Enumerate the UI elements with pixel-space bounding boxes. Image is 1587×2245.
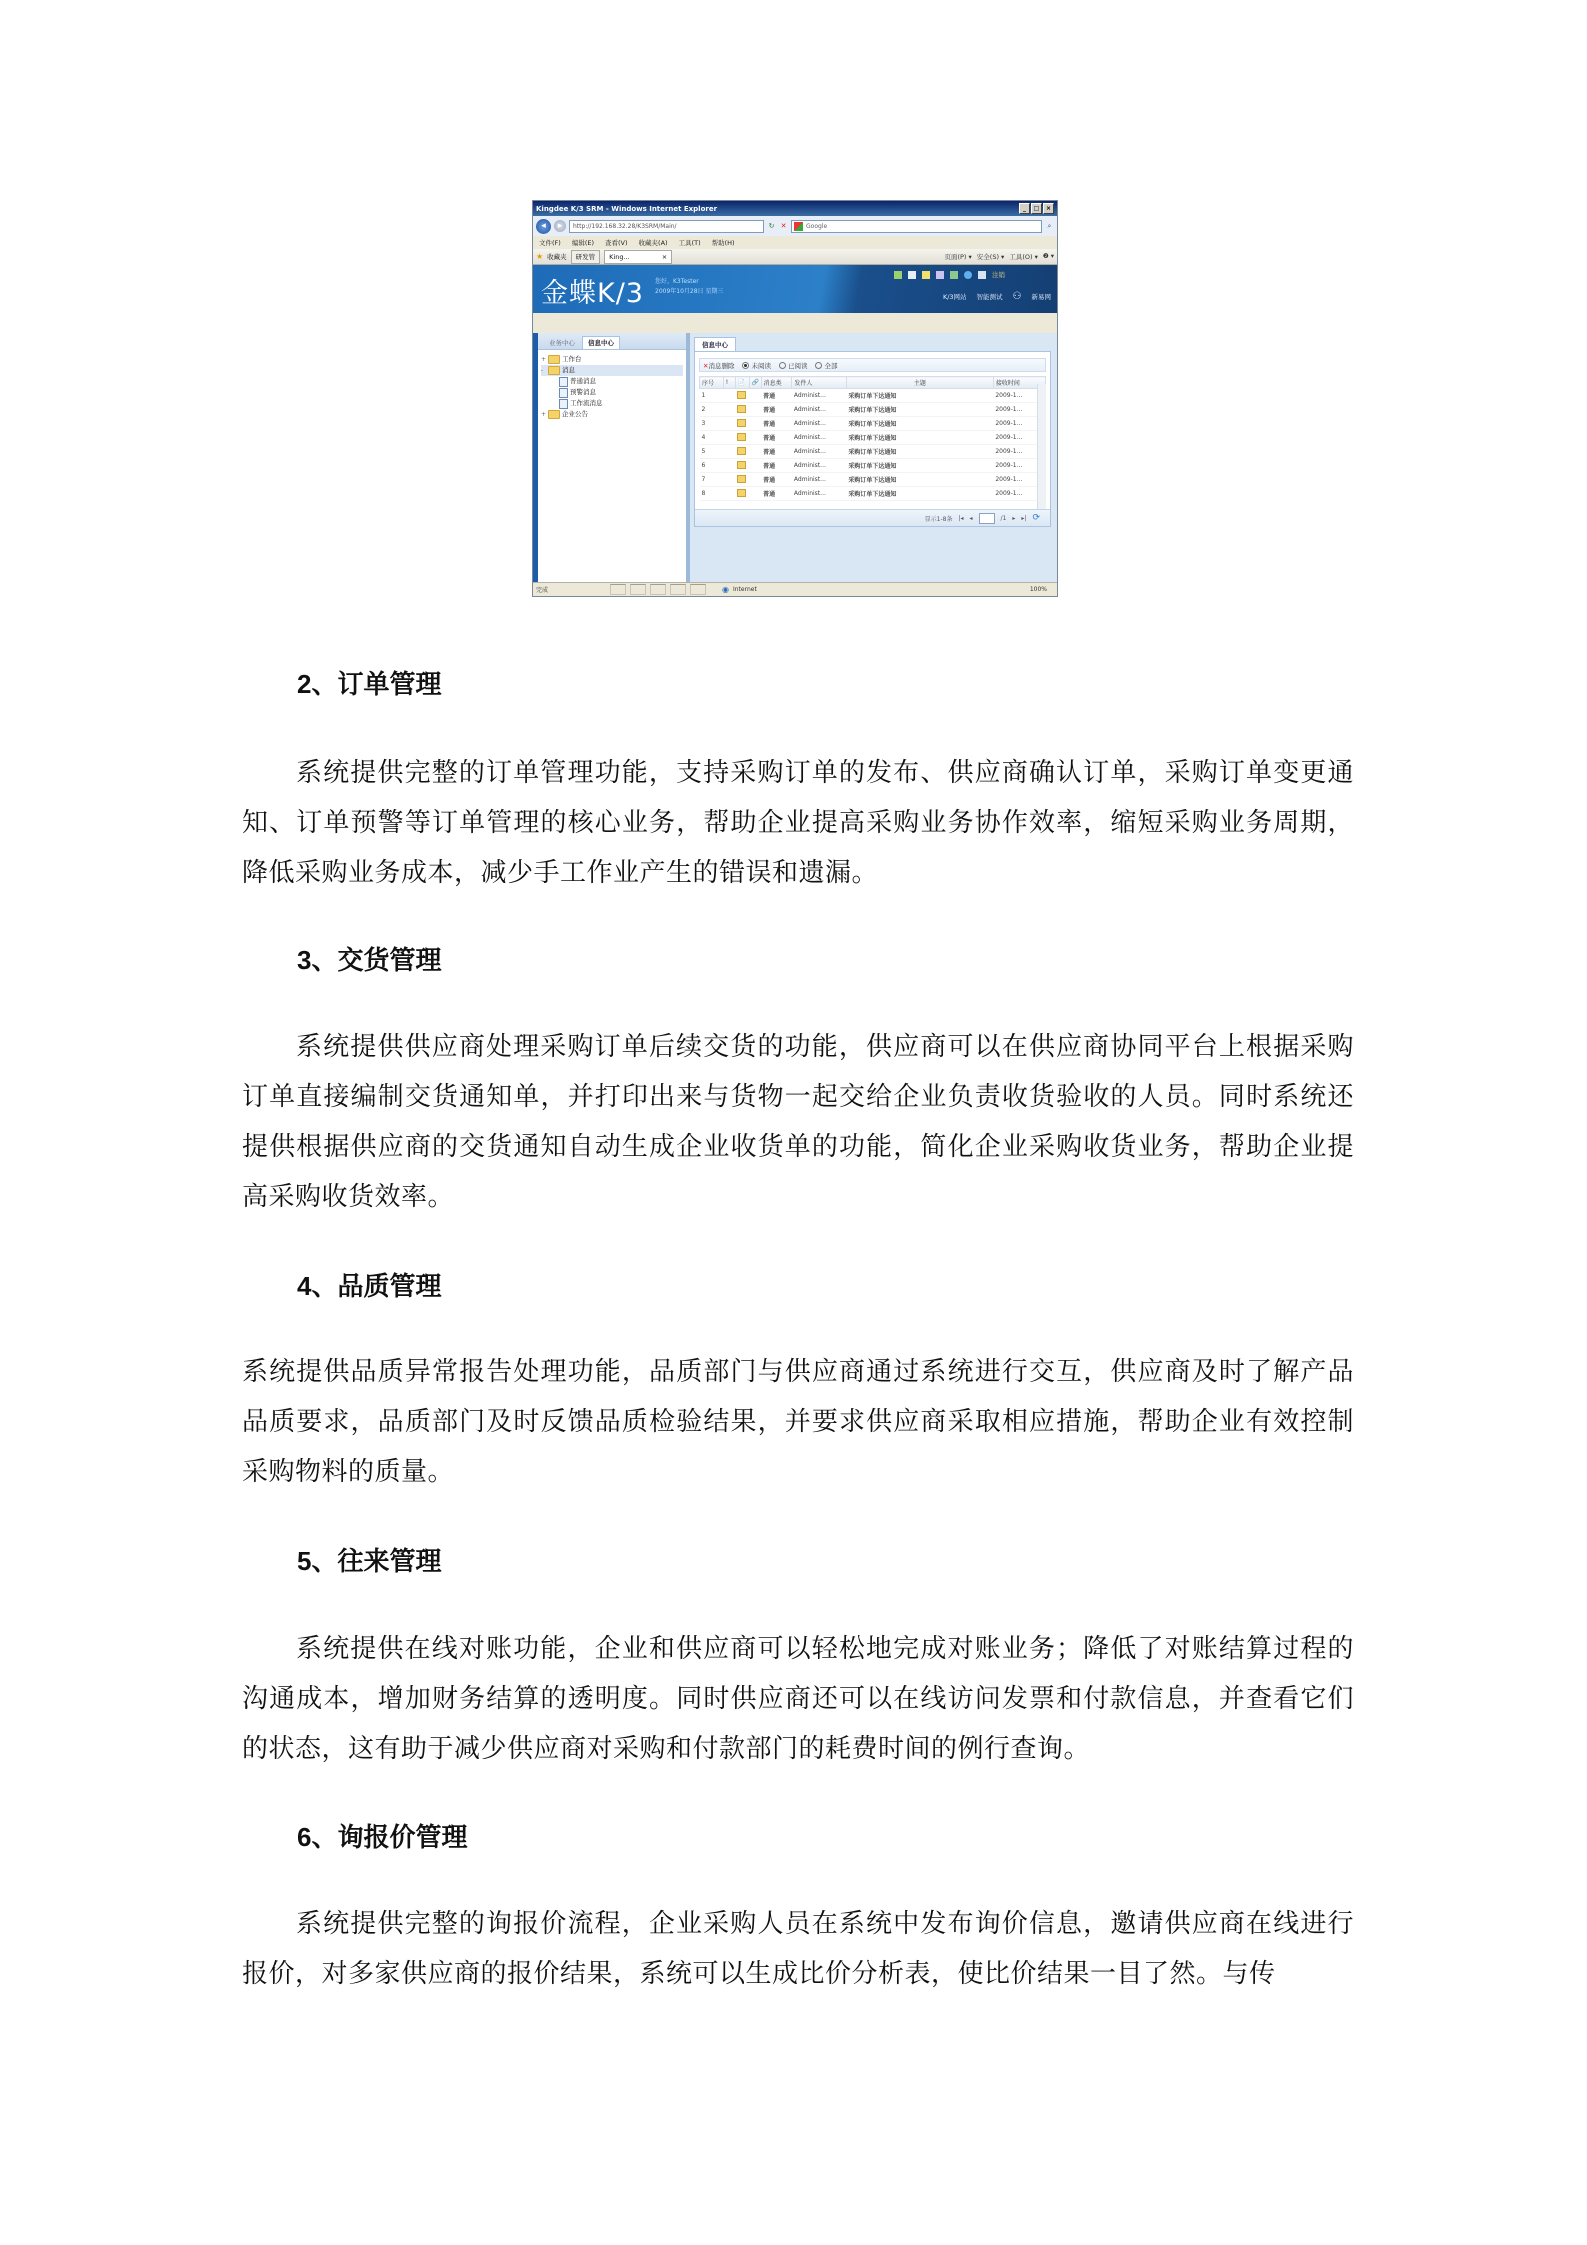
tools-menu[interactable]: 工具(O) ▾ [1009,253,1038,261]
col-header-link[interactable]: 🔗 [749,377,761,389]
row-no: 3 [700,417,724,431]
table-row[interactable] [700,473,1046,487]
filter-all-radio[interactable] [815,361,837,370]
refresh-icon[interactable]: ↻ [768,221,775,230]
settings-icon[interactable] [964,271,972,279]
back-arrow-icon[interactable]: ◂ [536,219,551,234]
help-icon[interactable] [978,271,986,279]
last-page-button[interactable]: ▸| [1021,514,1027,522]
page-menu[interactable]: 页面(P) ▾ [944,253,972,261]
favorites-tab-bar [533,249,1057,265]
app-toolbar [894,270,1005,279]
tree-node-workflow-messages[interactable] [541,398,683,409]
radio-label: 未阅读 [751,361,771,370]
browser-status-bar [533,582,1057,596]
section-paragraph-rfq-management: 系统提供完整的询报价流程，企业采购人员在系统中发布询价信息，邀请供应商在线进行报价，对多家供应商的报价结果，系统可以生成比价分析表，使比价结果一目了然。与传 [242,1909,1354,1989]
tree-label: 工作台 [562,355,582,363]
row-type: 普通 [761,431,792,445]
section-heading-quality-management: 4、品质管理 [297,1271,442,1301]
col-header-type[interactable]: 消息类 [761,377,792,389]
radio-icon [779,362,786,369]
tree-node-normal-messages[interactable] [541,376,683,387]
tab-label: King... [609,252,630,261]
table-scrollbar[interactable] [1037,384,1046,512]
first-page-button[interactable]: |◂ [958,514,964,522]
tab-label: 研发管 [575,253,596,261]
col-header-received-time[interactable]: 接收时间 [993,377,1045,389]
row-time: 2009-1... [993,403,1045,417]
expand-icon[interactable]: + [541,356,547,363]
row-no: 5 [700,445,724,459]
zoom-level[interactable]: 100% [1029,586,1047,593]
tree-node-alert-messages[interactable] [541,387,683,398]
message-panel [694,351,1051,527]
tree-node-announcements[interactable] [541,409,683,420]
tree-label: 普通消息 [570,377,596,385]
home-icon[interactable] [894,271,902,279]
k3-logo: 金蝶K/3 [541,278,644,309]
search-input[interactable]: Google [791,220,1042,233]
row-sender: Administ... [792,445,847,459]
table-row[interactable] [700,459,1046,473]
current-date: 2009年10月28日 星期三 [655,288,724,295]
favorites-button[interactable]: 收藏夹 [547,253,567,261]
row-subject[interactable]: 采购订单下达通知 [846,403,993,417]
radio-checked-icon [742,362,749,369]
pagination-summary: 显示1-8条 [924,515,953,523]
col-header-priority[interactable]: ! [723,377,735,389]
logout-link[interactable]: 注销 [992,271,1005,279]
row-subject[interactable]: 采购订单下达通知 [846,431,993,445]
tab-research[interactable] [571,250,601,264]
page-total: /1 [1000,514,1007,522]
col-header-no[interactable]: 序号 [700,377,724,389]
favorites-star-icon: ★ [536,252,544,261]
row-type: 普通 [761,473,792,487]
alert-icon [559,388,568,398]
row-sender: Administ... [792,389,847,403]
tree-label: 工作流消息 [570,399,603,407]
tree-label: 预警消息 [570,388,596,396]
row-time: 2009-1... [993,487,1045,501]
row-no: 4 [700,431,724,445]
col-header-subject[interactable]: 主题 [846,377,993,389]
internet-zone-label: Internet [732,586,757,593]
tab-info-center-content[interactable]: 信息中心 [694,337,736,352]
xinyi-link[interactable]: 新易网 [1031,293,1051,301]
tab-close-icon[interactable]: × [661,252,668,261]
delete-icon: ✕ [703,361,709,370]
row-subject[interactable]: 采购订单下达通知 [846,417,993,431]
row-subject[interactable]: 采购订单下达通知 [846,389,993,403]
table-row[interactable] [700,445,1046,459]
row-type: 普通 [761,459,792,473]
row-time: 2009-1... [993,417,1045,431]
note-icon[interactable] [922,271,930,279]
col-header-attachment[interactable]: 📄 [735,377,749,389]
menu-help[interactable]: 帮助(H) [711,239,735,247]
forward-arrow-icon[interactable]: ▸ [554,220,566,232]
message-icon [559,377,568,387]
folder-open-icon [548,366,560,375]
row-type: 普通 [761,389,792,403]
row-no: 2 [700,403,724,417]
menu-tools[interactable]: 工具(T) [678,239,701,247]
user-info [655,277,723,297]
refresh-icon[interactable]: ⟳ [1032,513,1040,523]
section-heading-order-management: 2、订单管理 [297,669,442,699]
section-heading-account-management: 5、往来管理 [297,1546,442,1576]
row-time: 2009-1... [993,389,1045,403]
k3-website-link[interactable]: K/3网站 [942,293,967,301]
filter-unread-radio[interactable] [742,361,771,370]
row-time: 2009-1... [993,431,1045,445]
tree-label: 企业公告 [562,410,588,418]
help-menu[interactable]: ❷ ▾ [1042,252,1054,260]
envelope-icon [737,405,746,413]
tree-node-workbench[interactable] [541,354,683,365]
row-subject[interactable]: 采购订单下达通知 [846,473,993,487]
workflow-icon [559,399,568,409]
section-paragraph-quality-management: 系统提供品质异常报告处理功能，品质部门与供应商通过系统进行交互，供应商及时了解产品品质要求，品质部门及时反馈品质检验结果，并要求供应商采取相应措施，帮助企业有效控制采购物料的质量。 [242,1357,1354,1487]
table-row[interactable] [700,417,1046,431]
row-subject[interactable]: 采购订单下达通知 [846,445,993,459]
status-cell [610,584,626,595]
table-row[interactable] [700,487,1046,501]
status-cell [630,584,646,595]
radio-label: 已阅读 [787,361,808,370]
stop-icon[interactable]: ✕ [780,221,787,230]
menu-bar [533,236,1057,249]
next-page-button[interactable]: ▸ [1012,514,1016,522]
row-sender: Administ... [792,431,847,445]
pagination-bar [695,509,1050,526]
tab-business-center[interactable]: 业务中心 [549,339,575,347]
message-table [699,376,1046,501]
radio-label: 全部 [824,361,838,370]
close-button[interactable]: × [1043,203,1054,214]
row-sender: Administ... [792,403,847,417]
status-text: 完成 [536,587,549,594]
filter-read-radio[interactable] [779,361,808,370]
smart-test-link[interactable]: 智能测试 [976,293,1003,301]
table-row[interactable] [700,431,1046,445]
envelope-icon [737,475,746,483]
window-icon[interactable] [908,271,916,279]
tree-label: 消息 [562,366,575,374]
maximize-button[interactable]: □ [1031,203,1042,214]
row-type: 普通 [761,487,792,501]
search-icon[interactable]: ⌕ [1047,221,1052,230]
status-cell [670,584,686,595]
k3-app-header [533,265,1057,313]
section-heading-delivery-management: 3、交货管理 [297,945,442,975]
folder-icon [548,410,560,419]
row-time: 2009-1... [993,473,1045,487]
envelope-icon [737,433,746,441]
row-no: 8 [700,487,724,501]
page-number-input[interactable] [979,513,995,524]
section-paragraph-order-management: 系统提供完整的订单管理功能，支持采购订单的发布、供应商确认订单，采购订单变更通知、订单预警等订单管理的核心业务，帮助企业提高采购业务协作效率，缩短采购业务周期，降低采购业务成本，减少手工作业产生的错误和遗漏。 [242,758,1354,888]
menu-favorites[interactable]: 收藏夹(A) [638,239,668,247]
safety-menu[interactable]: 安全(S) ▾ [976,253,1005,261]
window-title: Kingdee K/3 SRM - Windows Internet Explorer [536,204,718,213]
address-input[interactable]: http://192.168.32.28/K3SRM/Main/ [569,220,764,233]
content-area [690,333,1057,583]
left-navigation [533,333,690,583]
table-row[interactable] [700,389,1046,403]
section-paragraph-delivery-management: 系统提供供应商处理采购订单后续交货的功能，供应商可以在供应商协同平台上根据采购订单直接编制交货通知单，并打印出来与货物一起交给企业负责收货验收的人员。同时系统还提供根据供应商的交货通知自动生成企业收货单的功能，简化企业采购收货业务，帮助企业提高采购收货效率。 [242,1032,1354,1212]
radio-icon [815,362,822,369]
user-icon[interactable] [950,271,958,279]
minimize-button[interactable]: _ [1019,203,1030,214]
table-header-row [700,377,1046,389]
row-no: 1 [700,389,724,403]
table-row[interactable] [700,403,1046,417]
section-heading-rfq-management: 6、询报价管理 [297,1822,468,1852]
folder-icon [548,355,560,364]
nav-tree [538,350,686,424]
expand-icon[interactable]: + [541,411,547,418]
grid-icon[interactable] [936,271,944,279]
internet-zone-icon: ◉ [722,585,729,594]
row-no: 6 [700,459,724,473]
row-sender: Administ... [792,473,847,487]
collapse-icon[interactable]: - [541,367,544,374]
user-greeting: 您好，K3Tester [655,278,699,285]
row-no: 7 [700,473,724,487]
envelope-icon [737,391,746,399]
tree-node-messages[interactable] [541,365,683,376]
people-logo-icon: ⚇ [1012,291,1022,302]
row-subject[interactable]: 采购订单下达通知 [846,487,993,501]
status-cell [650,584,666,595]
row-type: 普通 [761,403,792,417]
section-paragraph-account-management: 系统提供在线对账功能，企业和供应商可以轻松地完成对账业务；降低了对账结算过程的沟通成本，增加财务结算的透明度。同时供应商还可以在线访问发票和付款信息，并查看它们的状态，这有助于减少供应商对采购和付款部门的耗费时间的例行查询。 [242,1634,1354,1764]
header-links [943,291,1051,302]
menu-view[interactable]: 查看(V) [605,239,628,247]
envelope-icon [737,489,746,497]
delete-message-button[interactable] [703,361,734,370]
row-sender: Administ... [792,459,847,473]
row-subject[interactable]: 采购订单下达通知 [846,459,993,473]
row-type: 普通 [761,417,792,431]
menu-file[interactable]: 文件(F) [539,239,561,247]
row-time: 2009-1... [993,459,1045,473]
menu-edit[interactable]: 编辑(E) [571,239,594,247]
envelope-icon [737,447,746,455]
tab-kingdee[interactable] [604,250,672,264]
row-sender: Administ... [792,417,847,431]
address-toolbar [533,216,1057,236]
message-toolbar [699,358,1046,372]
envelope-icon [737,419,746,427]
prev-page-button[interactable]: ◂ [969,514,973,522]
browser-title-bar [533,201,1057,216]
k3-screenshot-figure [532,200,1058,597]
row-type: 普通 [761,445,792,459]
status-cell [690,584,706,595]
row-sender: Administ... [792,487,847,501]
left-tabs [538,333,686,350]
row-time: 2009-1... [993,445,1045,459]
delete-label: 消息删除 [708,361,735,370]
k3-body [533,333,1057,583]
col-header-sender[interactable]: 发件人 [792,377,847,389]
envelope-icon [737,461,746,469]
tab-info-center[interactable]: 信息中心 [582,336,620,349]
